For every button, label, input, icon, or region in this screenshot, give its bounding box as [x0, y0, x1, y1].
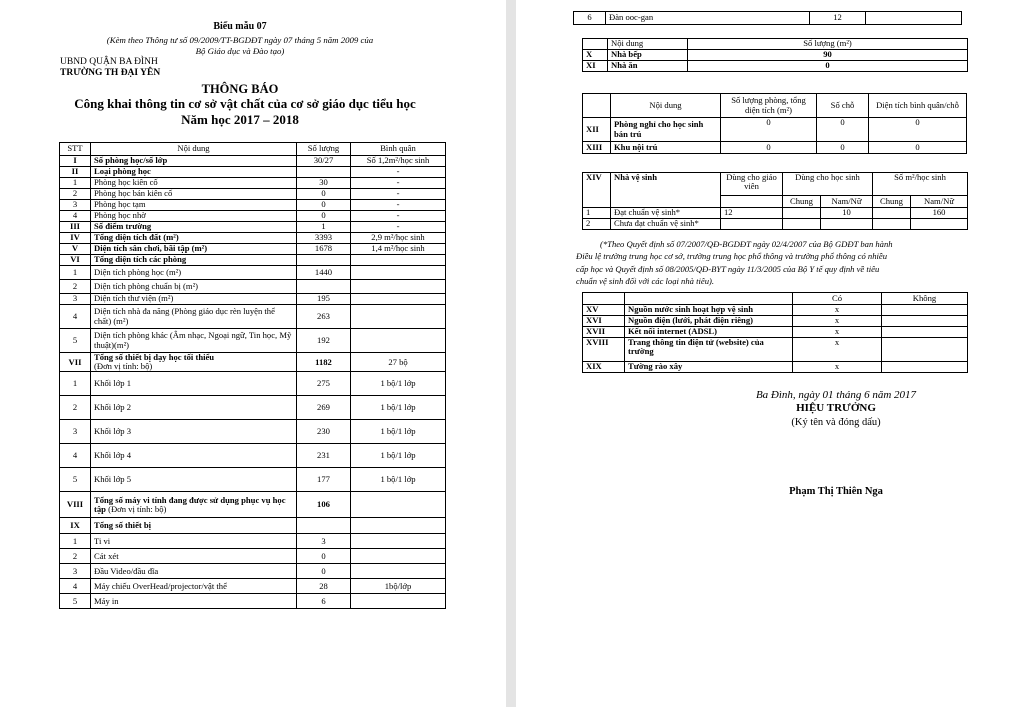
row-stt: VIII — [60, 492, 91, 518]
row-stt: 1 — [60, 178, 91, 189]
note-line: cấp học và Quyết định số 08/2005/QĐ-BYT ngày 11/3/2005 của Bộ Y tế quy định về tiêu — [576, 263, 880, 274]
header-student: Dùng cho học sinh — [783, 173, 873, 196]
row-content: Trang thông tin điện tử (website) của trường — [625, 338, 793, 362]
row-average: 1 bộ/1 lớp — [351, 444, 446, 468]
row-content-text: Tổng số thiết bị — [94, 520, 152, 531]
row-average — [351, 518, 446, 534]
row-content-text: Diện tích phòng khác (Âm nhạc, Ngoại ngữ, Tin học, Mỹ thuật)(m²) — [94, 330, 292, 350]
row-teacher — [721, 219, 783, 230]
table-row — [583, 327, 968, 338]
row-content — [91, 353, 297, 372]
row-quantity: 195 — [297, 294, 351, 305]
row-student-common — [783, 219, 821, 230]
table-row — [60, 178, 446, 189]
row-content: Đạt chuẩn vệ sinh* — [611, 208, 721, 219]
table-row — [60, 294, 446, 305]
header-common: Chung — [873, 196, 911, 208]
row-content — [91, 189, 297, 200]
row-content-text: Phòng học kiên cố — [94, 177, 158, 188]
row-stt: 1 — [60, 534, 91, 549]
row-stt: 3 — [60, 564, 91, 579]
header-area-per-student: Số m²/học sinh — [873, 173, 968, 196]
row-quantity — [297, 167, 351, 178]
header-places: Số chỗ — [817, 94, 869, 118]
row-content-text: Đầu Video/đầu đĩa — [94, 565, 159, 576]
row-content: Khu nội trú — [611, 142, 721, 154]
row-content — [91, 372, 297, 396]
sign-date: Ba Đình, ngày 01 tháng 6 năm 2017 — [755, 389, 917, 401]
table-row — [60, 594, 446, 609]
table-row — [60, 534, 446, 549]
row-stt: XVII — [583, 327, 625, 338]
row-quantity: 3 — [297, 534, 351, 549]
table-row — [60, 518, 446, 534]
row-average — [351, 280, 446, 294]
row-quantity: 12 — [810, 12, 866, 25]
row-content: Nguồn nước sinh hoạt hợp vệ sinh — [625, 305, 793, 316]
row-content — [91, 534, 297, 549]
row-quantity: 263 — [297, 305, 351, 329]
table-row — [60, 420, 446, 444]
row-stt: I — [60, 156, 91, 167]
table-row — [60, 549, 446, 564]
row-content — [91, 294, 297, 305]
table-row — [60, 244, 446, 255]
row-content: Kết nối internet (ADSL) — [625, 327, 793, 338]
row-stt: XVIII — [583, 338, 625, 362]
row-content-unit: (Đơn vị tính: bộ) — [94, 361, 153, 372]
row-quantity: 1678 — [297, 244, 351, 255]
row-stt: X — [583, 50, 608, 61]
row-area-common — [873, 219, 911, 230]
row-average: Số 1,2m²/học sinh — [351, 156, 446, 167]
row-content: Chưa đạt chuẩn vệ sinh* — [611, 219, 721, 230]
row-stt: 3 — [60, 420, 91, 444]
row-room-area: 0 — [721, 142, 817, 154]
row-avg-area: 0 — [869, 142, 967, 154]
row-content — [91, 222, 297, 233]
header-yes: Có — [793, 293, 882, 305]
org-name: UBND QUẬN BA ĐÌNH — [60, 57, 158, 67]
row-stt: 2 — [60, 396, 91, 420]
row-area-gender: 160 — [911, 208, 968, 219]
reference-line-1: (Kèm theo Thông tư số 09/2009/TT-BGDĐT ngày 07 tháng 5 năm 2009 của — [106, 35, 374, 45]
row-quantity: 30 — [297, 178, 351, 189]
utilities-table — [582, 292, 968, 373]
school-name: TRƯỜNG TH ĐẠI YÊN — [60, 68, 161, 78]
blank-cell — [625, 293, 793, 305]
row-average: - — [351, 189, 446, 200]
row-average: - — [351, 167, 446, 178]
row-quantity: 0 — [297, 564, 351, 579]
page-1 — [0, 0, 506, 707]
table-row — [60, 156, 446, 167]
row-average: 1 bộ/1 lớp — [351, 372, 446, 396]
row-content: Đàn ooc-gan — [606, 12, 810, 25]
row-stt: 1 — [60, 372, 91, 396]
note-line: chuẩn vệ sinh đối với các loại nhà tiêu). — [576, 276, 714, 287]
row-stt: XV — [583, 305, 625, 316]
row-stt: IX — [60, 518, 91, 534]
table-row — [60, 468, 446, 492]
row-content-text: Diện tích thư viện (m²) — [94, 293, 174, 304]
table-row — [60, 222, 446, 233]
row-stt: II — [60, 167, 91, 178]
row-stt: 3 — [60, 294, 91, 305]
principal-name: Phạm Thị Thiên Nga — [789, 486, 883, 497]
row-content-text: Phòng học bán kiên cố — [94, 188, 173, 199]
row-content: Nhà bếp — [608, 50, 688, 61]
row-quantity: 230 — [297, 420, 351, 444]
row-quantity: 90 — [688, 50, 968, 61]
principal-title: HIỆU TRƯỞNG — [796, 402, 876, 414]
row-content — [91, 329, 297, 353]
table-row — [60, 167, 446, 178]
row-average: 2,9 m²/học sinh — [351, 233, 446, 244]
toilet-stt: XIV — [583, 173, 611, 208]
row-content — [91, 444, 297, 468]
row-average: 1 bộ/1 lớp — [351, 468, 446, 492]
row-quantity: 192 — [297, 329, 351, 353]
row-content — [91, 167, 297, 178]
row-stt: VI — [60, 255, 91, 266]
header-gender: Nam/Nữ — [821, 196, 873, 208]
header-content: Nội dung — [91, 143, 297, 156]
row-content — [91, 492, 297, 518]
row-quantity — [297, 280, 351, 294]
row-content-text: Máy in — [94, 595, 119, 606]
row-content — [91, 280, 297, 294]
row-content — [91, 211, 297, 222]
row-no — [882, 327, 968, 338]
kitchen-table — [582, 38, 968, 72]
row-stt: 4 — [60, 211, 91, 222]
row-stt: 6 — [574, 12, 606, 25]
row-content — [91, 244, 297, 255]
row-quantity: 0 — [297, 200, 351, 211]
header-avg-area: Diện tích bình quân/chỗ — [869, 94, 967, 118]
table-row — [583, 338, 968, 362]
table-row — [60, 280, 446, 294]
row-content — [91, 564, 297, 579]
row-quantity: 6 — [297, 594, 351, 609]
header-content: Nội dung — [611, 94, 721, 118]
row-content-text: Khối lớp 1 — [94, 378, 132, 389]
row-content: Nguồn điện (lưới, phát điện riêng) — [625, 316, 793, 327]
row-content-text: Cát xét — [94, 550, 119, 561]
toilet-table — [582, 172, 968, 230]
row-average: 1,4 m²/học sinh — [351, 244, 446, 255]
row-average — [351, 492, 446, 518]
row-stt: 1 — [583, 208, 611, 219]
row-stt: 2 — [583, 219, 611, 230]
row-quantity: 28 — [297, 579, 351, 594]
row-stt: 4 — [60, 579, 91, 594]
row-quantity: 1182 — [297, 353, 351, 372]
row-content-text: Số điểm trường — [94, 221, 152, 232]
row-content-text: Số phòng học/số lớp — [94, 155, 168, 166]
row-content-text: Tổng diện tích các phòng — [94, 254, 187, 265]
row-stt: 2 — [60, 280, 91, 294]
row-average — [351, 594, 446, 609]
row-average — [351, 294, 446, 305]
row-quantity: 30/27 — [297, 156, 351, 167]
row-average: 1 bộ/1 lớp — [351, 396, 446, 420]
form-number: Biểu mẫu 07 — [213, 21, 267, 32]
row-average: 27 bộ — [351, 353, 446, 372]
header-teacher: Dùng cho giáo viên — [721, 173, 783, 196]
row-stt: 4 — [60, 305, 91, 329]
row-average: - — [351, 200, 446, 211]
row-stt: IV — [60, 233, 91, 244]
row-average: - — [351, 211, 446, 222]
row-content — [91, 305, 297, 329]
table-row — [60, 305, 446, 329]
note-line: Điều lệ trường trung học cơ sở, trường trung học phổ thông và trường phổ thông có nhiều — [576, 251, 888, 262]
header-common: Chung — [783, 196, 821, 208]
row-content-text: Khối lớp 5 — [94, 474, 132, 485]
row-no — [882, 362, 968, 373]
table-row — [60, 266, 446, 280]
row-content — [91, 579, 297, 594]
blank-cell — [583, 293, 625, 305]
row-content-text: Ti vi — [94, 535, 111, 546]
row-content-text: Phòng học nhờ — [94, 210, 146, 221]
page-gap — [506, 0, 516, 707]
row-quantity: 106 — [297, 492, 351, 518]
row-average: 1 bộ/1 lớp — [351, 420, 446, 444]
row-quantity: 275 — [297, 372, 351, 396]
row-yes: x — [793, 338, 882, 362]
table-row — [60, 233, 446, 244]
row-average — [351, 329, 446, 353]
row-content-text: Khối lớp 2 — [94, 402, 132, 413]
signature-note: (Ký tên và đóng dấu) — [791, 417, 881, 428]
row-content — [91, 396, 297, 420]
row-stt: XVI — [583, 316, 625, 327]
row-average: - — [351, 222, 446, 233]
row-average — [351, 549, 446, 564]
row-content-text: Diện tích sân chơi, bãi tập (m²) — [94, 243, 208, 254]
row-content-text: Tổng số thiết bị dạy học tối thiểu — [94, 352, 215, 362]
table-row — [583, 362, 968, 373]
row-average — [351, 564, 446, 579]
facility-main-table — [59, 142, 446, 609]
row-stt: XIII — [583, 142, 611, 154]
row-content — [91, 178, 297, 189]
table-row — [583, 305, 968, 316]
blank-cell — [583, 39, 608, 50]
row-content: Nhà ăn — [608, 61, 688, 72]
table-row — [60, 211, 446, 222]
row-content-text: Loại phòng học — [94, 166, 151, 177]
row-content-text: Diện tích nhà đa năng (Phòng giáo dục rèn luyện thể chất) (m²) — [94, 306, 275, 326]
row-quantity — [297, 255, 351, 266]
row-quantity: 0 — [297, 211, 351, 222]
row-content-text: Khối lớp 3 — [94, 426, 132, 437]
header-quantity: Số lượng — [297, 143, 351, 156]
row-content — [91, 266, 297, 280]
row-quantity — [297, 518, 351, 534]
row-content-unit: (Đơn vị tính: bộ) — [108, 503, 167, 514]
table-row — [60, 329, 446, 353]
blank-cell — [721, 196, 783, 208]
toilet-title: Nhà vệ sinh — [611, 173, 721, 208]
row-content-text: Khối lớp 4 — [94, 450, 132, 461]
row-quantity: 1440 — [297, 266, 351, 280]
row-quantity: 269 — [297, 396, 351, 420]
row-quantity: 0 — [297, 189, 351, 200]
header-average: Bình quân — [351, 143, 446, 156]
page-2 — [516, 0, 1020, 707]
row-content — [91, 200, 297, 211]
table-row — [60, 372, 446, 396]
table-row — [583, 316, 968, 327]
row-stt: 5 — [60, 329, 91, 353]
row-no — [882, 316, 968, 327]
row-stt: 2 — [60, 549, 91, 564]
row-content — [91, 468, 297, 492]
row-stt: 4 — [60, 444, 91, 468]
row-student-gender: 10 — [821, 208, 873, 219]
reference-line-2: Bộ Giáo dục và Đào tạo) — [195, 46, 285, 56]
row-yes: x — [793, 305, 882, 316]
row-stt: 5 — [60, 468, 91, 492]
school-year: Năm học 2017 – 2018 — [181, 112, 299, 127]
row-content-text: Phòng học tạm — [94, 199, 146, 210]
boarding-table — [582, 93, 967, 154]
row-content: Phòng nghỉ cho học sinh bán trú — [611, 118, 721, 142]
row-yes: x — [793, 362, 882, 373]
table-row — [60, 200, 446, 211]
row-quantity: 0 — [688, 61, 968, 72]
row-stt: 2 — [60, 189, 91, 200]
row-student-gender — [821, 219, 873, 230]
row-content — [91, 233, 297, 244]
table-row — [60, 396, 446, 420]
table-row — [60, 579, 446, 594]
standards-note — [576, 238, 968, 288]
table-row — [60, 255, 446, 266]
row-content — [91, 420, 297, 444]
row-quantity: 231 — [297, 444, 351, 468]
row-stt: VII — [60, 353, 91, 372]
row-quantity: 3393 — [297, 233, 351, 244]
header-quantity: Số lượng (m²) — [688, 39, 968, 50]
row-content — [91, 594, 297, 609]
row-quantity: 177 — [297, 468, 351, 492]
row-content — [91, 549, 297, 564]
row-stt: XI — [583, 61, 608, 72]
header-stt: STT — [60, 143, 91, 156]
table-row — [60, 444, 446, 468]
row-stt: III — [60, 222, 91, 233]
row-places: 0 — [817, 142, 869, 154]
row-content-text: Tổng số máy vi tính đang được sử dụng phục vụ học tập — [94, 494, 286, 514]
row-stt: 3 — [60, 200, 91, 211]
row-teacher: 12 — [721, 208, 783, 219]
blank-cell — [583, 94, 611, 118]
row-content-text: Diện tích phòng chuẩn bị (m²) — [94, 280, 199, 291]
table-row — [60, 353, 446, 372]
row-stt: 5 — [60, 594, 91, 609]
table-row — [60, 492, 446, 518]
header-room-area: Số lượng phòng, tổng diện tích (m²) — [721, 94, 817, 118]
row-content — [91, 255, 297, 266]
row-content-text: Diện tích phòng học (m²) — [94, 266, 182, 277]
row-average: - — [351, 178, 446, 189]
row-stt: 1 — [60, 266, 91, 280]
row-avg-area: 0 — [869, 118, 967, 142]
header-no: Không — [882, 293, 968, 305]
document-title: Công khai thông tin cơ sở vật chất của cơ sở giáo dục tiểu học — [74, 96, 416, 111]
equipment-continuation-table — [573, 11, 962, 25]
row-quantity: 1 — [297, 222, 351, 233]
row-average — [866, 12, 962, 25]
row-yes: x — [793, 316, 882, 327]
row-stt: XII — [583, 118, 611, 142]
row-no — [882, 305, 968, 316]
row-content-text: Máy chiếu OverHead/projector/vật thể — [94, 580, 227, 591]
row-area-common — [873, 208, 911, 219]
table-row — [60, 564, 446, 579]
row-content — [91, 156, 297, 167]
header-content: Nội dung — [608, 39, 688, 50]
row-content — [91, 518, 297, 534]
row-average — [351, 255, 446, 266]
row-average — [351, 534, 446, 549]
row-average — [351, 266, 446, 280]
row-student-common — [783, 208, 821, 219]
row-area-gender — [911, 219, 968, 230]
row-room-area: 0 — [721, 118, 817, 142]
table-row — [60, 189, 446, 200]
row-quantity: 0 — [297, 549, 351, 564]
row-stt: V — [60, 244, 91, 255]
row-content: Tường rào xây — [625, 362, 793, 373]
row-places: 0 — [817, 118, 869, 142]
row-average — [351, 305, 446, 329]
row-stt: XIX — [583, 362, 625, 373]
row-average: 1bộ/lớp — [351, 579, 446, 594]
header-gender: Nam/Nữ — [911, 196, 968, 208]
row-yes: x — [793, 327, 882, 338]
row-content-text: Tổng diện tích đất (m²) — [94, 232, 179, 243]
notice-title: THÔNG BÁO — [201, 82, 279, 96]
row-no — [882, 338, 968, 362]
note-line: (*Theo Quyết định số 07/2007/QĐ-BGDĐT ngày 02/4/2007 của Bộ GDĐT ban hành — [600, 239, 893, 249]
